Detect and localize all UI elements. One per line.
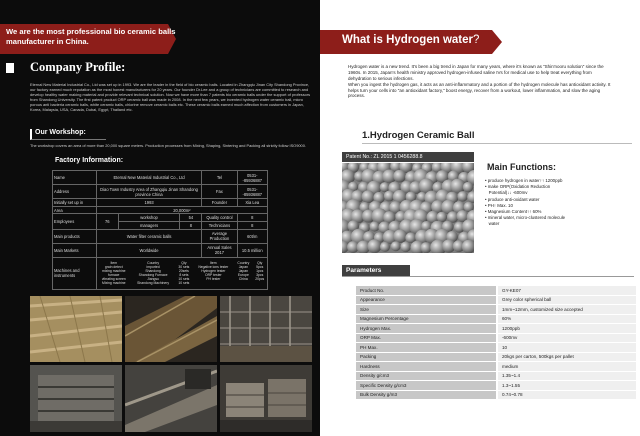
table-cell: 0531--85936887 [237, 171, 267, 185]
table-cell: vibrating screen [101, 277, 126, 282]
param-name: Specific Density g/cm3 [356, 381, 496, 390]
param-value: 0.74~0.78 [496, 391, 636, 400]
table-row [53, 171, 268, 185]
table-cell: furnace [108, 273, 120, 278]
left-banner-title: We are the most professional bio ceramic balls manufacturer in China. [6, 27, 176, 46]
list-item: • produce anti-oxidant water [485, 196, 540, 202]
workshop-heading: Our Workshop: [30, 129, 106, 140]
table-cell: grain detect [104, 265, 123, 270]
table-cell: Negative ions tester [198, 265, 229, 270]
table-cell: Jiangsu [147, 277, 159, 282]
table-cell: Annual Sales 2017 [202, 243, 237, 257]
param-name: ORP Max. [356, 334, 496, 343]
param-name: Magnesium Percentage [356, 315, 496, 324]
table-cell: 54 [180, 214, 202, 222]
table-cell: 10 sets [178, 281, 190, 286]
workshop-photo-trays [125, 296, 217, 362]
table-row [356, 381, 636, 390]
workshop-photo-furnace [125, 365, 217, 432]
table-cell: Shandong [145, 269, 161, 274]
table-row [356, 353, 636, 362]
table-cell: Address [53, 185, 97, 199]
intro-paragraph: Hydrogen water is a new trend. It's been a big trend in Japan for many years, where it's known as "Shin'nooru solution" since the 1960s. In 2015, Japan's health ministry approved hydrogen-infused saline IVs for medical use to help treat everything from dehydration to serious infections. [348, 64, 604, 81]
param-name: Product No. [356, 286, 496, 295]
param-value: 10 [496, 343, 636, 352]
param-name: Size [356, 305, 496, 314]
param-value: 1.35~1.4 [496, 372, 636, 381]
table-cell: 30 sets [178, 265, 190, 270]
table-cell: Tel [202, 171, 237, 185]
workshop-text: The workshop covers an area of more than 20,000 square meters. Production processes from Mixing, Shaping, Sintering and Packing all strictly follow ISO9000. [30, 143, 306, 148]
param-value: 1.3~1.55 [496, 381, 636, 390]
param-value: 1200ppb [496, 324, 636, 333]
table-cell: Employees [53, 214, 97, 229]
company-profile-title: Company Profile: [30, 60, 126, 74]
table-cell: Shandong Machinery [137, 281, 170, 286]
table-cell: 20,000m² [96, 206, 267, 214]
table-cell: Fax [202, 185, 237, 199]
table-cell [252, 281, 267, 285]
ceramic-ball [457, 191, 467, 201]
workshop-photo-kiln [30, 365, 122, 432]
table-cell: Shandong Furnace [138, 273, 168, 278]
list-item: • PH↑ Max. 10 [485, 202, 513, 208]
table-cell: 20sets [178, 269, 189, 274]
ceramic-ball [400, 242, 411, 253]
table-cell: managers [118, 222, 180, 230]
main-functions-list [485, 178, 633, 228]
hydrogen-water-title-text: What is Hydrogen water [342, 34, 473, 46]
right-page [320, 0, 640, 436]
table-header: Country [147, 261, 160, 266]
ceramic-ball [421, 242, 432, 253]
patent-number: Patent No.: ZL 2015 1 0456288.8 [342, 152, 474, 162]
param-name: PH Max. [356, 343, 496, 352]
table-cell: Europe [237, 273, 249, 278]
param-value: Grey color spherical ball [496, 296, 636, 305]
table-cell: Name [53, 171, 97, 185]
table-cell: Xia Lea [237, 199, 267, 207]
ceramic-ball [391, 241, 401, 251]
table-cell [192, 281, 234, 285]
table-row [356, 334, 636, 343]
table-row [53, 229, 268, 243]
table-cell: Mixing machine [102, 281, 126, 286]
table-header: Qty [257, 261, 263, 266]
table-cell: Main products [53, 229, 97, 243]
table-cell: Founder [202, 199, 237, 207]
machines-table [97, 261, 267, 285]
table-header: Item [210, 261, 217, 266]
product-title: 1.Hydrogen Ceramic Ball [362, 130, 475, 141]
table-cell: 10.5 million [237, 243, 267, 257]
table-cell: Area [53, 206, 97, 214]
hydrogen-water-intro [348, 64, 616, 100]
table-cell: 8 [237, 214, 267, 222]
table-cell: Water filter ceramic balls [96, 229, 202, 243]
table-row [356, 324, 636, 333]
ceramic-ball [362, 190, 375, 203]
ceramic-ball [369, 221, 379, 231]
param-value: -600mv [496, 334, 636, 343]
param-value: 20kgs per carton, 500kgs per pallet [496, 353, 636, 362]
intro-paragraph: When you ingest the hydrogen gas, it acts as an anti-inflammatory and a portion of the hydrogen molecule has antioxidant activity. It helps turn your cells into "an antioxidant factory," boost energy, recover from a workout, lower inflammation, and slow the aging process. [348, 81, 611, 99]
list-item: water [485, 221, 500, 227]
list-item: • produce hydrogen in water↑↑ 1200ppb [485, 178, 563, 183]
table-row [356, 305, 636, 314]
table-cell: 1993 [96, 199, 202, 207]
table-row [356, 286, 636, 295]
list-item: • Magnesium Content↑↑ 60% [485, 209, 542, 215]
table-cell: Japan [238, 265, 248, 270]
table-row [97, 281, 267, 285]
ceramic-ball [437, 212, 448, 223]
param-name: Hydrogen Max. [356, 324, 496, 333]
param-name: Density g/cm3 [356, 372, 496, 381]
table-header: Qty [181, 261, 187, 266]
table-cell: Main Markets [53, 243, 97, 257]
main-functions-title: Main Functions: [487, 162, 556, 172]
table-cell: Technicians [202, 222, 237, 230]
ceramic-ball [393, 170, 406, 183]
table-row [356, 372, 636, 381]
workshop-photo-drying-floor [30, 296, 122, 362]
table-row [53, 257, 268, 289]
table-cell: Worldwide [96, 243, 202, 257]
workshop-photo-grid [30, 296, 312, 432]
table-cell: 3pcs [256, 273, 264, 278]
param-value: GY-KE07 [496, 286, 636, 295]
param-value: 60% [496, 315, 636, 324]
table-cell: 76 [96, 214, 118, 229]
table-cell: Average Production [202, 229, 237, 243]
ceramic-ball [393, 229, 407, 243]
machines-cell [96, 257, 267, 289]
table-row [356, 362, 636, 371]
company-profile-text: Eternal New Material Industrial Co., Ltd was set up in 1993. We are the leader in the field of bio ceramic balls. Located in Zhangqiu Jinan City Shandong Province, our factory earned much reputation as the most honest manufacturers for 20 years. Our founder Dr.Lee and a group of technicians are committed to research and develop healthy water making material and provide relevant technical solution. Now we have more than 7 patents bio ceramic balls under the support of professors from Shandong University. The first patent product ORP ceramic ball was made in 2008. In the next few years, we invented hydrogen water ceramic ball, micro porous anti bacteria ceramic balls, white ceramic balls, chlorine remove ceramic balls etc. These ceramic balls earned much affection from customers in Japan, Korea, Malaysia, USA, Canada, Dubai, Egypt, Thailand etc. [30, 82, 311, 113]
table-row [53, 199, 268, 207]
ceramic-ball [380, 182, 390, 192]
param-value: medium [496, 362, 636, 371]
table-cell: mixing machine [102, 269, 126, 274]
table-cell: Hydrogen tester [201, 269, 226, 274]
divider [362, 143, 632, 144]
ceramic-ball [380, 242, 390, 252]
table-cell: imported [146, 265, 160, 270]
param-value: 1mm~12mm, customized size accepted [496, 305, 636, 314]
table-cell: ORP tester [204, 273, 222, 278]
table-cell: workshop [118, 214, 180, 222]
table-cell: 20pcs [255, 277, 265, 282]
list-item: Potential)↓↓ -600mv [485, 190, 528, 196]
table-cell: 60t/m [237, 229, 267, 243]
table-cell: 8 [180, 222, 202, 230]
table-row [356, 391, 636, 400]
table-header: Item [110, 261, 118, 266]
table-cell: 5pcs [256, 265, 264, 270]
table-cell: 0531--85936887 [237, 185, 267, 199]
table-cell: Eternal New Material Industrial Co., Ltd [96, 171, 202, 185]
hydrogen-water-title [342, 34, 479, 46]
table-cell [234, 281, 252, 285]
list-item: • mineral water, micro-clustered molecule [485, 215, 566, 221]
table-cell: 8 [237, 222, 267, 230]
table-cell: 10 sets [178, 277, 190, 282]
ceramic-ball [463, 182, 473, 192]
factory-info-heading: Factory Information: [55, 157, 124, 164]
table-cell: Diao Town Industry Area of Zhangqiu Jinan Shandong province China [96, 185, 202, 199]
table-cell: 1pcs [256, 269, 264, 274]
parameters-table [356, 285, 636, 400]
workshop-photo-carts [220, 365, 312, 432]
table-row [356, 315, 636, 324]
ceramic-ball [367, 239, 381, 253]
table-row [356, 343, 636, 352]
list-item: • make ORP(Oxidation Reduction [485, 184, 551, 190]
question-mark: ? [473, 34, 480, 46]
param-name: Packing [356, 353, 496, 362]
param-name: Hardness [356, 362, 496, 371]
table-cell: Quality control [202, 214, 237, 222]
company-profile-heading [6, 60, 166, 78]
table-cell: Initially set up in [53, 199, 97, 207]
parameters-heading: Parameters [342, 265, 410, 276]
workshop-photo-racks [220, 296, 312, 362]
ceramic-balls-photo [342, 163, 474, 253]
table-row [53, 214, 268, 222]
heading-marker [6, 63, 14, 73]
right-banner-arrow [492, 30, 502, 54]
table-cell: 8 sets [179, 273, 189, 278]
divider [342, 276, 634, 277]
table-cell: PH tester [206, 277, 221, 282]
factory-info-table [52, 170, 268, 290]
table-cell: China [238, 277, 248, 282]
table-cell: Machines and instruments [53, 257, 97, 289]
table-row [53, 243, 268, 257]
table-row [53, 185, 268, 199]
param-name: Bulk Density g/m3 [356, 391, 496, 400]
table-row [53, 206, 268, 214]
table-row [356, 296, 636, 305]
table-header: Country [237, 261, 250, 266]
table-cell: Japan [238, 269, 248, 274]
param-name: Appearance [356, 296, 496, 305]
